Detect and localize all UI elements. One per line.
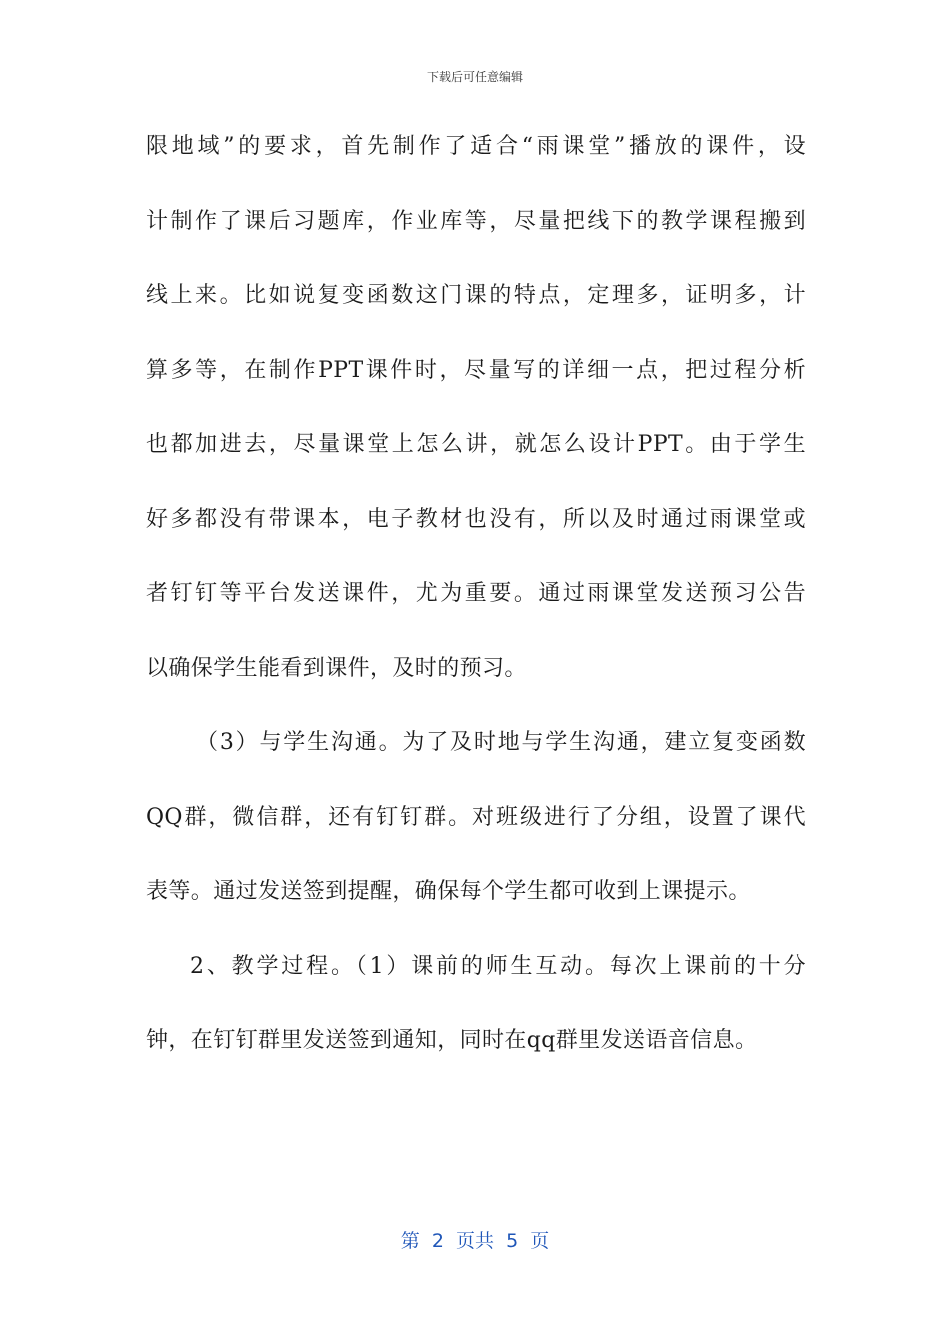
page-header: 下载后可任意编辑 bbox=[426, 70, 523, 84]
body-line: 钟，在钉钉群里发送签到通知，同时在qq群里发送语音信息。 bbox=[146, 1028, 758, 1053]
document-body bbox=[146, 124, 806, 1093]
paragraph-start-line: （3）与学生沟通。为了及时地与学生沟通，建立复变函数 bbox=[196, 730, 806, 755]
page-number-text: 第 2 页共 5 页 bbox=[400, 1230, 550, 1252]
body-line: 算多等，在制作PPT课件时，尽量写的详细一点，把过程分析 bbox=[146, 357, 806, 383]
body-line: 好多都没有带课本，电子教材也没有，所以及时通过雨课堂或 bbox=[146, 506, 806, 532]
body-line: 线上来。比如说复变函数这门课的特点，定理多，证明多，计 bbox=[146, 283, 806, 308]
body-line: 以确保学生能看到课件，及时的预习。 bbox=[146, 655, 527, 681]
body-line: 者钉钉等平台发送课件，尤为重要。通过雨课堂发送预习公告 bbox=[146, 581, 806, 606]
body-line: 限地域”的要求，首先制作了适合“雨课堂”播放的课件，设 bbox=[146, 134, 806, 159]
page-number-footer bbox=[0, 1226, 950, 1253]
paragraph-start-line: 2、教学过程。（1）课前的师生互动。每次上课前的十分 bbox=[190, 953, 806, 979]
body-line: QQ群，微信群，还有钉钉群。对班级进行了分组，设置了课代 bbox=[146, 804, 806, 830]
body-line: 表等。通过发送签到提醒，确保每个学生都可收到上课提示。 bbox=[146, 879, 751, 904]
body-line: 也都加进去，尽量课堂上怎么讲，就怎么设计PPT。由于学生 bbox=[146, 432, 806, 457]
body-line: 计制作了课后习题库，作业库等，尽量把线下的教学课程搬到 bbox=[146, 208, 806, 234]
